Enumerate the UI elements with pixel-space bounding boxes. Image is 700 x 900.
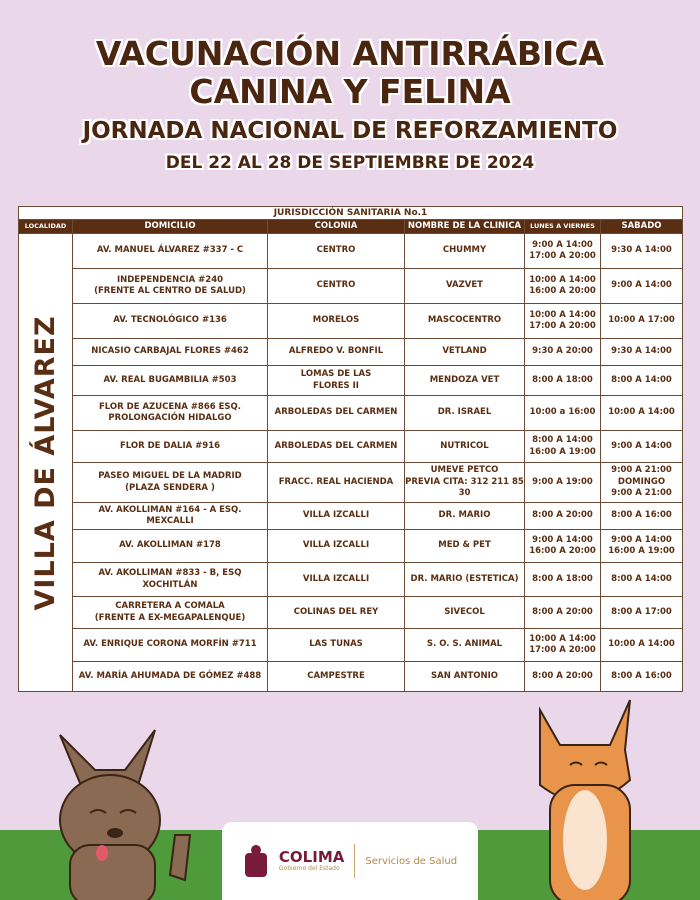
table-row xyxy=(19,530,683,563)
domicilio-cell: FLOR DE DALIA #916 xyxy=(73,431,268,463)
dog-illustration xyxy=(40,725,210,900)
lunes-viernes-cell: 8:00 A 20:00 xyxy=(525,503,601,530)
sabado-cell: 10:00 A 17:00 xyxy=(601,304,683,339)
colonia-cell: LAS TUNAS xyxy=(268,629,405,662)
logo-divider xyxy=(354,844,355,878)
domicilio-cell: AV. REAL BUGAMBILIA #503 xyxy=(73,366,268,396)
jurisdiction-header: JURISDICCIÓN SANITARIA No.1 xyxy=(19,207,683,220)
header-lunes-viernes: LUNES A VIERNES xyxy=(525,220,601,234)
table-row xyxy=(19,234,683,269)
table-row xyxy=(19,597,683,629)
lunes-viernes-cell: 8:00 A 18:00 xyxy=(525,563,601,597)
lunes-viernes-cell: 10:00 A 14:00 17:00 A 20:00 xyxy=(525,304,601,339)
lunes-viernes-cell: 9:30 A 20:00 xyxy=(525,339,601,366)
domicilio-cell: AV. ENRIQUE CORONA MORFÍN #711 xyxy=(73,629,268,662)
clinica-cell: MASCOCENTRO xyxy=(405,304,525,339)
footer-logo-card xyxy=(222,822,478,900)
sabado-cell: 8:00 A 17:00 xyxy=(601,597,683,629)
clinica-cell: UMEVE PETCO PREVIA CITA: 312 211 85 30 xyxy=(405,463,525,503)
table-row xyxy=(19,662,683,692)
localidad-cell xyxy=(19,234,73,692)
sabado-cell: 9:00 A 14:00 xyxy=(601,431,683,463)
colonia-cell: FRACC. REAL HACIENDA xyxy=(268,463,405,503)
colonia-cell: VILLA IZCALLI xyxy=(268,563,405,597)
sabado-cell: 10:00 A 14:00 xyxy=(601,396,683,431)
table-row xyxy=(19,563,683,597)
table-row xyxy=(19,269,683,304)
table-row xyxy=(19,629,683,662)
table-row xyxy=(19,366,683,396)
clinica-cell: SAN ANTONIO xyxy=(405,662,525,692)
domicilio-cell: AV. AKOLLIMAN #178 xyxy=(73,530,268,563)
sabado-cell: 9:30 A 14:00 xyxy=(601,339,683,366)
table-row xyxy=(19,431,683,463)
sabado-cell: 8:00 A 14:00 xyxy=(601,366,683,396)
table-row xyxy=(19,396,683,431)
logo-name: COLIMA xyxy=(278,848,345,866)
localidad-label: VILLA DE ÁLVAREZ xyxy=(29,315,61,611)
sabado-cell: 8:00 A 16:00 xyxy=(601,662,683,692)
sabado-cell: 9:30 A 14:00 xyxy=(601,234,683,269)
coat-of-arms-icon xyxy=(243,843,269,879)
colonia-cell: LOMAS DE LAS FLORES II xyxy=(268,366,405,396)
domicilio-cell: PASEO MIGUEL DE LA MADRID (PLAZA SENDERA ) xyxy=(73,463,268,503)
title-line-2: CANINA Y FELINA xyxy=(189,72,511,111)
lunes-viernes-cell: 10:00 a 16:00 xyxy=(525,396,601,431)
lunes-viernes-cell: 8:00 A 20:00 xyxy=(525,597,601,629)
cat-illustration xyxy=(530,690,640,900)
table-row xyxy=(19,339,683,366)
lunes-viernes-cell: 10:00 A 14:00 16:00 A 20:00 xyxy=(525,269,601,304)
title-line-1: VACUNACIÓN ANTIRRÁBICA xyxy=(95,34,605,73)
sabado-cell: 9:00 A 14:00 xyxy=(601,269,683,304)
clinica-cell: CHUMMY xyxy=(405,234,525,269)
domicilio-cell: AV. AKOLLIMAN #164 - A ESQ. MEXCALLI xyxy=(73,503,268,530)
colonia-cell: CENTRO xyxy=(268,269,405,304)
header-localidad: LOCALIDAD xyxy=(19,220,73,234)
clinica-cell: DR. MARIO (ESTETICA) xyxy=(405,563,525,597)
colonia-cell: VILLA IZCALLI xyxy=(268,503,405,530)
domicilio-cell: AV. MANUEL ÁLVAREZ #337 - C xyxy=(73,234,268,269)
sabado-cell: 9:00 A 21:00 DOMINGO 9:00 A 21:00 xyxy=(601,463,683,503)
lunes-viernes-cell: 8:00 A 18:00 xyxy=(525,366,601,396)
date-range: DEL 22 AL 28 DE SEPTIEMBRE DE 2024 xyxy=(165,153,535,173)
clinica-cell: MENDOZA VET xyxy=(405,366,525,396)
colonia-cell: CENTRO xyxy=(268,234,405,269)
table-row xyxy=(19,503,683,530)
header-domicilio: DOMICILIO xyxy=(73,220,268,234)
header-colonia: COLONIA xyxy=(268,220,405,234)
domicilio-cell: NICASIO CARBAJAL FLORES #462 xyxy=(73,339,268,366)
header-sabado: SABADO xyxy=(601,220,683,234)
colonia-cell: ARBOLEDAS DEL CARMEN xyxy=(268,431,405,463)
domicilio-cell: CARRETERA A COMALA (FRENTE A EX-MEGAPALENQUE) xyxy=(73,597,268,629)
colonia-cell: CAMPESTRE xyxy=(268,662,405,692)
colonia-cell: COLINAS DEL REY xyxy=(268,597,405,629)
lunes-viernes-cell: 8:00 A 20:00 xyxy=(525,662,601,692)
domicilio-cell: AV. MARÍA AHUMADA DE GÓMEZ #488 xyxy=(73,662,268,692)
lunes-viernes-cell: 8:00 A 14:00 16:00 A 19:00 xyxy=(525,431,601,463)
clinica-cell: NUTRICOL xyxy=(405,431,525,463)
clinica-cell: DR. MARIO xyxy=(405,503,525,530)
lunes-viernes-cell: 9:00 A 14:00 17:00 A 20:00 xyxy=(525,234,601,269)
table-row xyxy=(19,463,683,503)
clinica-cell: VAZVET xyxy=(405,269,525,304)
subtitle: JORNADA NACIONAL DE REFORZAMIENTO xyxy=(82,118,618,144)
sabado-cell: 8:00 A 14:00 xyxy=(601,563,683,597)
colonia-cell: ALFREDO V. BONFIL xyxy=(268,339,405,366)
logo-subtitle: Gobierno del Estado xyxy=(278,865,340,872)
header-clinica: NOMBRE DE LA CLINICA xyxy=(405,220,525,234)
clinica-cell: SIVECOL xyxy=(405,597,525,629)
domicilio-cell: AV. TECNOLÓGICO #136 xyxy=(73,304,268,339)
lunes-viernes-cell: 9:00 A 19:00 xyxy=(525,463,601,503)
domicilio-cell: INDEPENDENCIA #240 (FRENTE AL CENTRO DE SALUD) xyxy=(73,269,268,304)
clinica-cell: MED & PET xyxy=(405,530,525,563)
sabado-cell: 8:00 A 16:00 xyxy=(601,503,683,530)
sabado-cell: 9:00 A 14:00 16:00 A 19:00 xyxy=(601,530,683,563)
lunes-viernes-cell: 10:00 A 14:00 17:00 A 20:00 xyxy=(525,629,601,662)
clinics-table xyxy=(18,206,683,692)
colonia-cell: MORELOS xyxy=(268,304,405,339)
clinica-cell: VETLAND xyxy=(405,339,525,366)
domicilio-cell: FLOR DE AZUCENA #866 ESQ. PROLONGACIÓN HIDALGO xyxy=(73,396,268,431)
department-name: Servicios de Salud xyxy=(365,855,458,867)
table-row xyxy=(19,304,683,339)
clinica-cell: S. O. S. ANIMAL xyxy=(405,629,525,662)
colonia-cell: VILLA IZCALLI xyxy=(268,530,405,563)
colonia-cell: ARBOLEDAS DEL CARMEN xyxy=(268,396,405,431)
clinica-cell: DR. ISRAEL xyxy=(405,396,525,431)
lunes-viernes-cell: 9:00 A 14:00 16:00 A 20:00 xyxy=(525,530,601,563)
domicilio-cell: AV. AKOLLIMAN #833 - B, ESQ XOCHITLÁN xyxy=(73,563,268,597)
sabado-cell: 10:00 A 14:00 xyxy=(601,629,683,662)
